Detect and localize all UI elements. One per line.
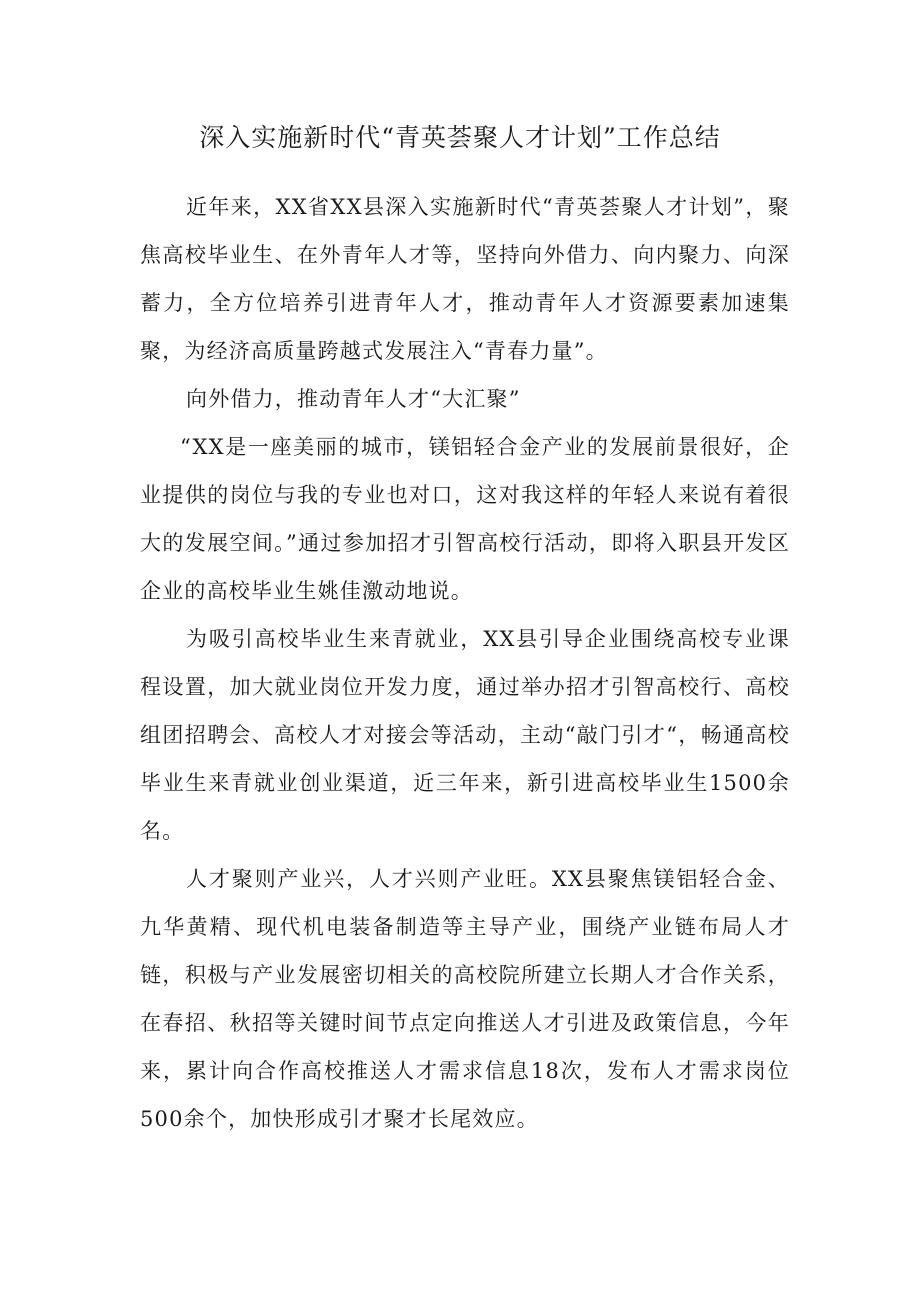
paragraph-quote: “XX是一座美丽的城市，镁铝轻合金产业的发展前景很好，企业提供的岗位与我的专业也对口，这对我这样的年轻人来说有着很大的发展空间。”通过参加招才引智高校行活动，即将入职县开发区企业的高校毕业生姚佳激动地说。 bbox=[140, 435, 790, 603]
document-body bbox=[140, 183, 790, 1143]
section-heading: 向外借力，推动青年人才“大汇聚” bbox=[186, 387, 521, 411]
document-title: 深入实施新时代“青英荟聚人才计划”工作总结 bbox=[199, 123, 721, 152]
paragraph-industry: 人才聚则产业兴，人才兴则产业旺。XX县聚焦镁铝轻合金、九华黄精、现代机电装备制造等主导产业，围绕产业链布局人才链，积极与产业发展密切相关的高校院所建立长期人才合作关系，在春招、秋招等关键时间节点定向推送人才引进及政策信息，今年来，累计向合作高校推送人才需求信息18次，发布人才需求岗位500余个，加快形成引才聚才长尾效应。 bbox=[140, 867, 790, 1131]
paragraph-graduates: 为吸引高校毕业生来青就业，XX县引导企业围绕高校专业课程设置，加大就业岗位开发力度，通过举办招才引智高校行、高校组团招聘会、高校人才对接会等活动，主动“敲门引才“，畅通高校毕业生来青就业创业渠道，近三年来，新引进高校毕业生1500余名。 bbox=[140, 627, 790, 843]
paragraph-intro: 近年来，XX省XX县深入实施新时代“青英荟聚人才计划”，聚焦高校毕业生、在外青年人才等，坚持向外借力、向内聚力、向深蓄力，全方位培养引进青年人才，推动青年人才资源要素加速集聚，为经济高质量跨越式发展注入“青春力量”。 bbox=[140, 195, 790, 363]
